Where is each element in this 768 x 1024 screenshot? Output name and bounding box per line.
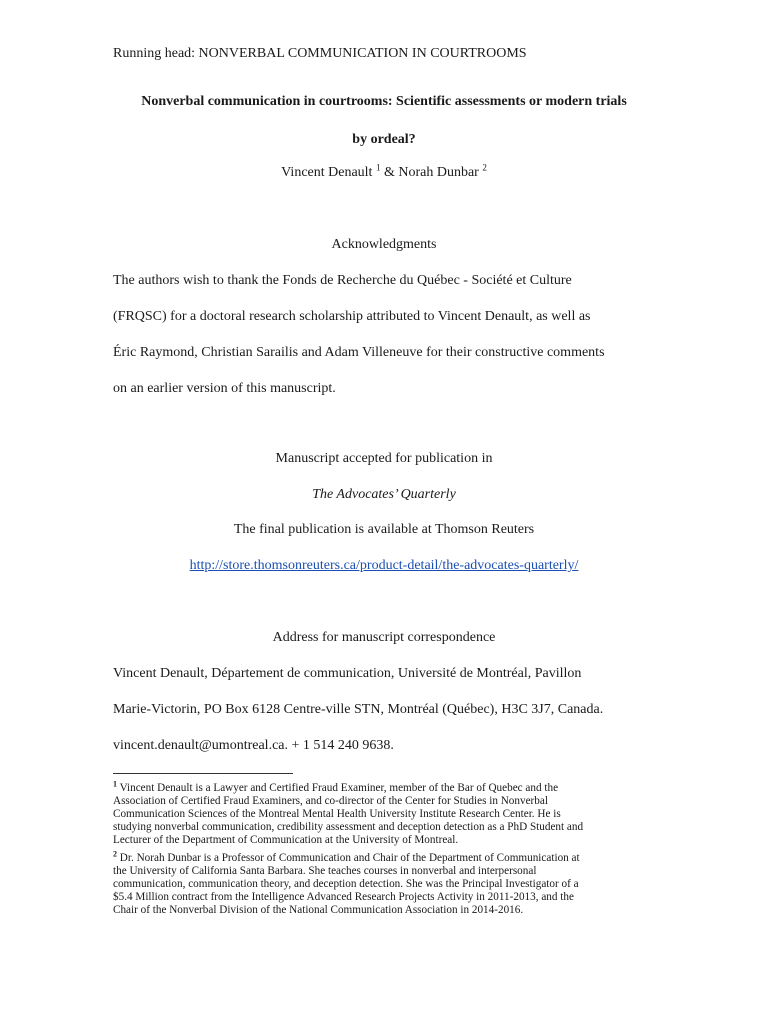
footnote-1-line-5: Lecturer of the Department of Communication at the University of Montreal. — [113, 834, 459, 846]
acknowledgments-line-4: on an earlier version of this manuscript. — [113, 381, 336, 396]
acknowledgments-heading: Acknowledgments — [331, 237, 437, 252]
footnote-2-line-5: Chair of the Nonverbal Division of the National Communication Association in 2014-2016. — [113, 904, 524, 916]
footnote-divider — [113, 773, 293, 774]
accepted-text: Manuscript accepted for publication in — [275, 451, 493, 466]
correspondence-heading: Address for manuscript correspondence — [272, 630, 496, 645]
footnote-1-mark: 1 — [113, 779, 117, 789]
title-line-1: Nonverbal communication in courtrooms: Scientific assessments or modern trials — [141, 94, 627, 109]
correspondence-line-3: vincent.denault@umontreal.ca. + 1 514 240 9638. — [113, 738, 394, 753]
author-2-footnote-mark: 2 — [482, 162, 487, 173]
acknowledgments-line-2: (FRQSC) for a doctoral research scholarship attributed to Vincent Denault, as well as — [113, 309, 591, 324]
journal-name: The Advocates’ Quarterly — [312, 487, 456, 502]
author-1: Vincent Denault — [281, 165, 373, 180]
footnote-1-line-3: Communication Sciences of the Montreal Mental Health University Institute Research Center. He is — [113, 808, 561, 820]
correspondence-line-2: Marie-Victorin, PO Box 6128 Centre-ville STN, Montréal (Québec), H3C 3J7, Canada. — [113, 702, 604, 717]
author-separator: & — [380, 165, 399, 180]
footnote-2-line-2: the University of California Santa Barbara. She teaches courses in nonverbal and interpersonal — [113, 865, 537, 877]
footnote-2-line-1 — [113, 849, 643, 865]
footnote-2-text: Dr. Norah Dunbar is a Professor of Communication and Chair of the Department of Communication at — [117, 852, 580, 864]
publication-link-row — [113, 557, 655, 575]
title-line-2: by ordeal? — [352, 132, 416, 147]
footnote-2-mark: 2 — [113, 849, 117, 859]
footnote-2-line-4: $5.4 Million contract from the Intelligence Advanced Research Projects Activity in 2011-2013, and the — [113, 891, 574, 903]
author-1-footnote-mark: 1 — [375, 162, 381, 173]
publication-availability: The final publication is available at Thomson Reuters — [233, 522, 535, 537]
footnote-1-line-1 — [113, 779, 643, 795]
running-head: Running head: NONVERBAL COMMUNICATION IN COURTROOMS — [113, 46, 527, 61]
footnote-1-line-2: Association of Certified Fraud Examiners, and co-director of the Center for Studies in Nonverbal — [113, 795, 548, 807]
footnote-1-text: Vincent Denault is a Lawyer and Certified Fraud Examiner, member of the Bar of Quebec and the — [117, 782, 559, 794]
footnote-2-line-3: communication, communication theory, and deception detection. She was the Principal Investigator of a — [113, 878, 579, 890]
author-2: Norah Dunbar — [398, 165, 479, 180]
correspondence-line-1: Vincent Denault, Département de communication, Université de Montréal, Pavillon — [113, 666, 582, 681]
author-line — [113, 164, 655, 182]
footnote-1-line-4: studying nonverbal communication, credibility assessment and deception detection as a PhD Student and — [113, 821, 584, 833]
acknowledgments-line-1: The authors wish to thank the Fonds de Recherche du Québec - Société et Culture — [113, 273, 572, 288]
publication-link[interactable]: http://store.thomsonreuters.ca/product-detail/the-advocates-quarterly/ — [189, 558, 579, 573]
acknowledgments-line-3: Éric Raymond, Christian Sarailis and Adam Villeneuve for their constructive comments — [113, 345, 605, 360]
